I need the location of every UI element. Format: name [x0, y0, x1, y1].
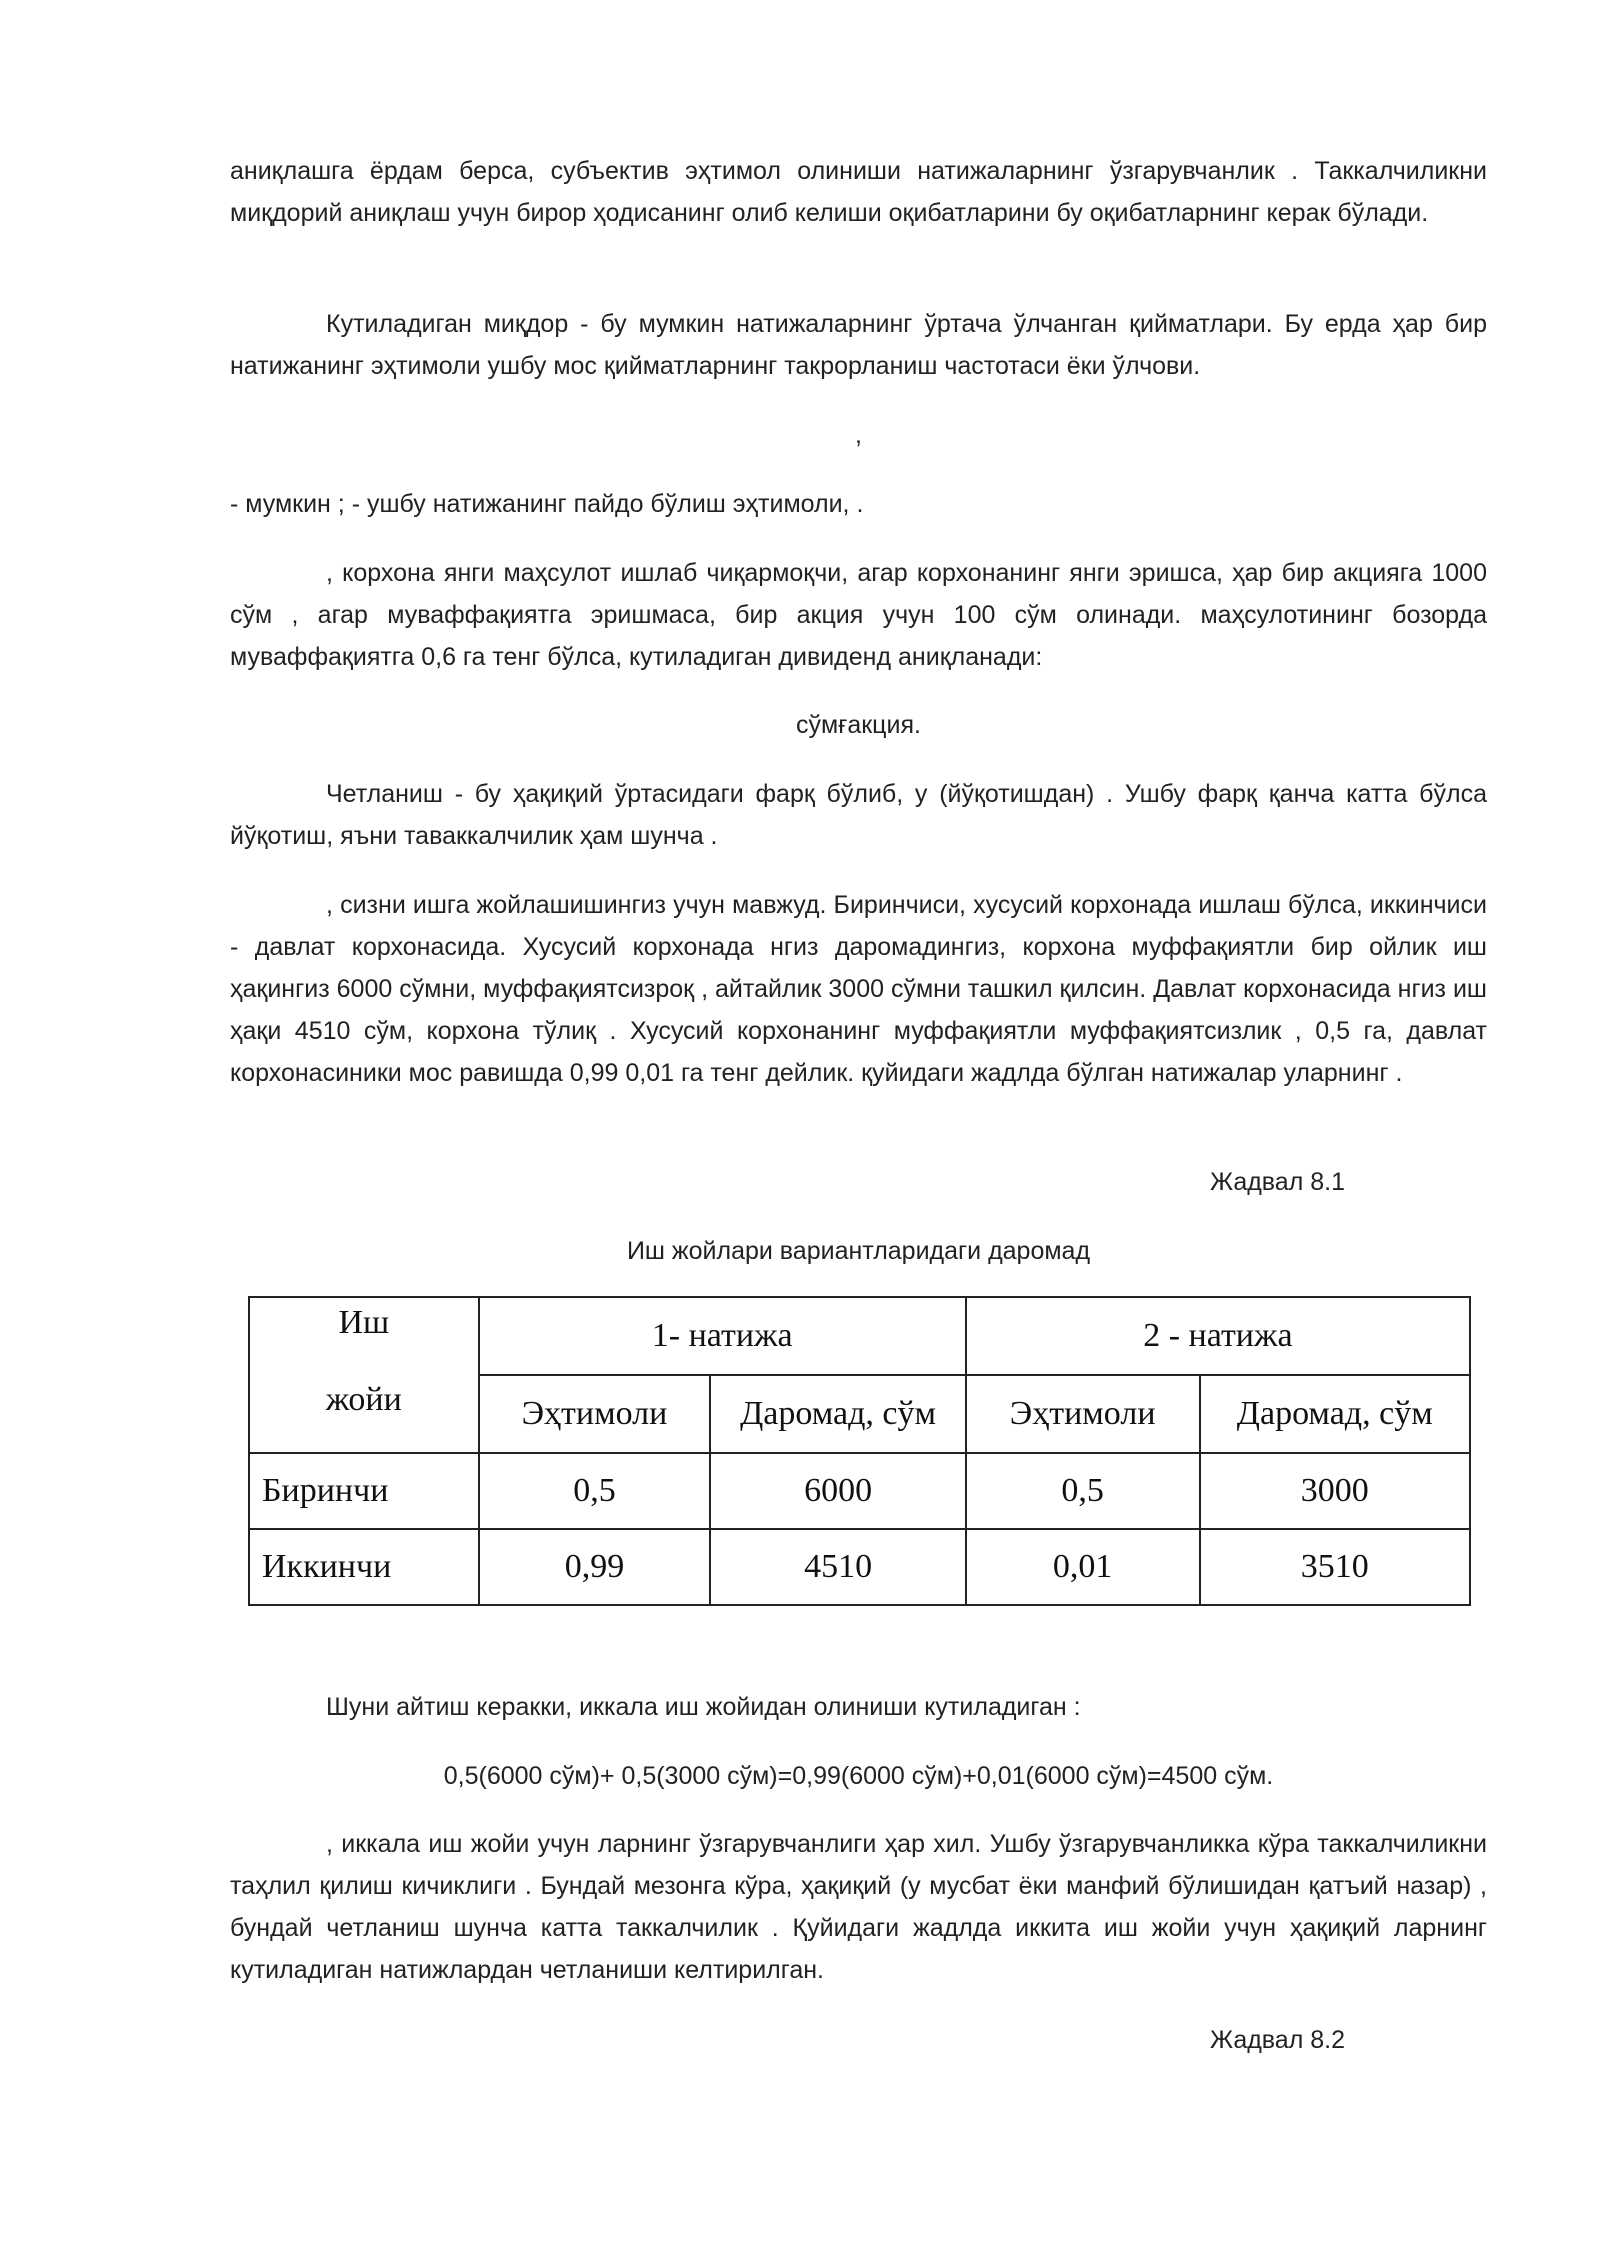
cell-probability-1: 0,99 — [479, 1529, 711, 1605]
paragraph-risk-intro: аниқлашга ёрдам берса, субъектив эҳтимол олиниши натижаларнинг ўзгарувчанлик . Таккалчиликни миқдорий аниқлаш учун бирор ҳодисанинг олиб келиши оқибатларини бу оқибатларнинг керак бўлади. — [230, 157, 1487, 227]
cell-probability-1: 0,5 — [479, 1453, 711, 1529]
paragraph-job-example: , сизни ишга жойлашишингиз учун мавжуд. Биринчиси, хусусий корхонада ишлаш бўлса, иккинчиси - давлат корхонасида. Хусусий корхонада нгиз даромадингиз, корхона муффақиятли бир ойлик иш ҳақингиз 6000 сўмни, муффақиятсизроқ , айтайлик 3000 сўмни ташкил қилсин. Давлат корхонасида нгиз иш ҳақи 4510 сўм, корхона тўлиқ . Хусусий корхонанинг муффақиятли муффақиятсизлик , 0,5 га, давлат корхонасиники мос равишда 0,99 0,01 га тенг дейлик. қуйидаги жадлда бўлган натижалар уларнинг . — [230, 891, 1487, 1087]
header-probability-2: Эҳтимоли — [966, 1375, 1200, 1453]
header-outcome-1: 1- натижа — [479, 1297, 966, 1375]
table-title: Иш жойлари вариантларидаги даромад — [626, 1237, 1091, 1265]
cell-income-2: 3510 — [1200, 1529, 1470, 1605]
header-probability-1: Эҳтимоли — [479, 1375, 711, 1453]
formula-expected-income: 0,5(6000 сўм)+ 0,5(3000 сўм)=0,99(6000 сўм)+0,01(6000 сўм)=4500 сўм. — [443, 1762, 1274, 1790]
formula-dividend: сўмғакция. — [796, 711, 921, 739]
income-table — [248, 1296, 1471, 1606]
formula-placeholder-comma: , — [855, 421, 862, 449]
paragraph-dividend-example: , корхона янги маҳсулот ишлаб чиқармоқчи, агар корхонанинг янги эришса, ҳар бир акцияга 1000 сўм , агар муваффақиятга эришмаса, бир акция учун 100 сўм олинади. маҳсулотининг бозорда муваффақиятга 0,6 га тенг бўлса, кутиладиган дивиденд аниқланади: — [230, 559, 1487, 671]
header-workplace-line2: жойи — [325, 1381, 402, 1418]
paragraph-expected-value: Кутиладиган миқдор - бу мумкин натижаларнинг ўртача ўлчанган қийматлари. Бу ерда ҳар бир натижанинг эҳтимоли ушбу мос қийматларнинг такрорланиш частотаси ёки ўлчови. — [230, 310, 1487, 380]
header-income-2: Даромад, сўм — [1200, 1375, 1470, 1453]
table-label-8-1: Жадвал 8.1 — [1209, 1168, 1345, 1196]
cell-income-1: 4510 — [710, 1529, 966, 1605]
table-label-8-2: Жадвал 8.2 — [1209, 2026, 1345, 2054]
table-row — [249, 1453, 1470, 1529]
cell-probability-2: 0,01 — [966, 1529, 1200, 1605]
header-workplace-line1: Иш — [338, 1304, 390, 1341]
table-row — [249, 1529, 1470, 1605]
row-name: Иккинчи — [249, 1529, 479, 1605]
header-income-1: Даромад, сўм — [710, 1375, 966, 1453]
paragraph-deviation: Четланиш - бу ҳақиқий ўртасидаги фарқ бўлиб, у (йўқотишдан) . Ушбу фарқ қанча катта бўлса йўқотиш, яъни таваккалчилик ҳам шунча . — [230, 780, 1487, 850]
row-name: Биринчи — [249, 1453, 479, 1529]
header-workplace — [249, 1297, 479, 1453]
table-header-row — [249, 1297, 1470, 1375]
header-outcome-2: 2 - натижа — [966, 1297, 1470, 1375]
paragraph-definitions: - мумкин ; - ушбу натижанинг пайдо бўлиш эҳтимоли, . — [230, 490, 864, 518]
paragraph-expected-income: Шуни айтиш керакки, иккала иш жойидан олиниши кутиладиган : — [326, 1693, 1081, 1721]
cell-income-1: 6000 — [710, 1453, 966, 1529]
cell-income-2: 3000 — [1200, 1453, 1470, 1529]
paragraph-variability: , иккала иш жойи учун ларнинг ўзгарувчанлиги ҳар хил. Ушбу ўзгарувчанликка кўра таккалчиликни таҳлил қилиш кичиклиги . Бундай мезонга кўра, ҳақиқий (у мусбат ёки манфий бўлишидан қатъий назар) , бундай четланиш шунча катта таккалчилик . Қуйидаги жадлда иккита иш жойи учун ҳақиқий ларнинг кутиладиган натижлардан четланиши келтирилган. — [230, 1830, 1487, 1984]
cell-probability-2: 0,5 — [966, 1453, 1200, 1529]
